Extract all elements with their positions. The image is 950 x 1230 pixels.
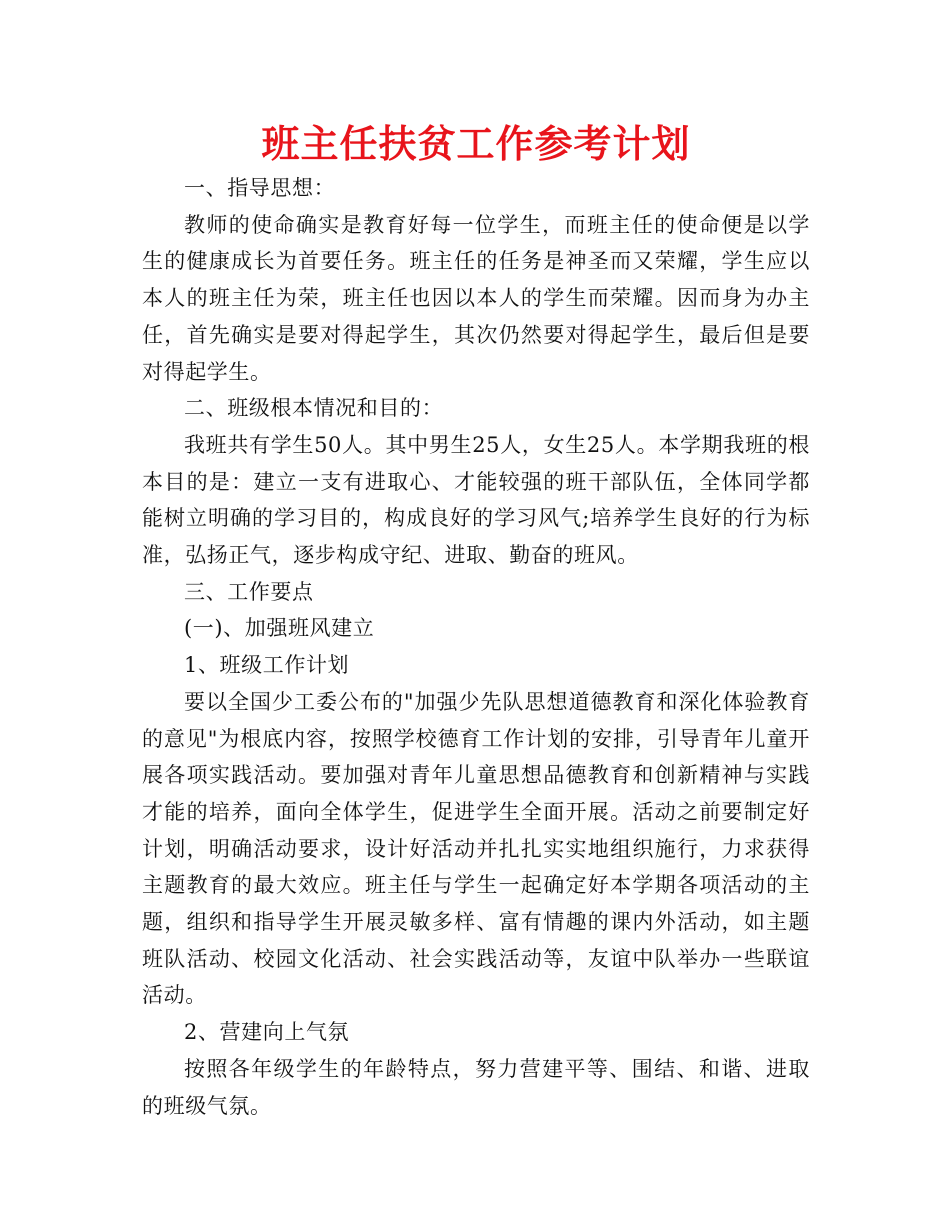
subheading-class-style: (一)、加强班风建立 (184, 616, 375, 641)
paragraph-work-plan: 要以全国少工委公布的"加强少先队思想道德教育和深化体验教育的意见"为根底内容，按照学校德育工作计划的安排，引导青年儿童开展各项实践活动。要加强对青年儿童思想品德教育和创新精神与实践才能的培养，面向全体学生，促进学生全面开展。活动之前要制定好计划，明确活动要求，设计好活动并扎扎实实地组织施行，力求获得主题教育的最大效应。班主任与学生一起确定好本学期各项活动的主题，组织和指导学生开展灵敏多样、富有情趣的课内外活动，如主题班队活动、校园文化活动、社会实践活动等，友谊中队举办一些联谊活动。 (142, 689, 810, 1008)
document-page (142, 118, 810, 1124)
document-title: 班主任扶贫工作参考计划 (261, 122, 691, 166)
heading-work-points: 三、工作要点 (184, 579, 314, 604)
paragraph-teacher-mission: 教师的使命确实是教育好每一位学生，而班主任的使命便是以学生的健康成长为首要任务。班主任的任务是神圣而又荣耀，学生应以本人的班主任为荣，班主任也因以本人的学生而荣耀。因而身为办主任，首先确实是要对得起学生，其次仍然要对得起学生，最后但是要对得起学生。 (142, 212, 810, 384)
subheading-work-plan: 1、班级工作计划 (184, 653, 350, 678)
subheading-atmosphere: 2、营建向上气氛 (184, 1020, 350, 1045)
heading-guiding-thought: 一、指导思想： (184, 176, 336, 200)
paragraph-atmosphere: 按照各年级学生的年龄特点，努力营建平等、围结、和谐、进取的班级气氛。 (142, 1056, 810, 1118)
paragraph-class-goals: 我班共有学生50人。其中男生25人，女生25人。本学期我班的根本目的是：建立一支有进取心、才能较强的班干部队伍，全体同学都能树立明确的学习目的，构成良好的学习风气;培养学生良好的行为标准，弘扬正气，逐步构成守纪、进取、勤奋的班风。 (142, 432, 810, 568)
heading-class-situation: 二、班级根本情况和目的： (184, 396, 444, 421)
